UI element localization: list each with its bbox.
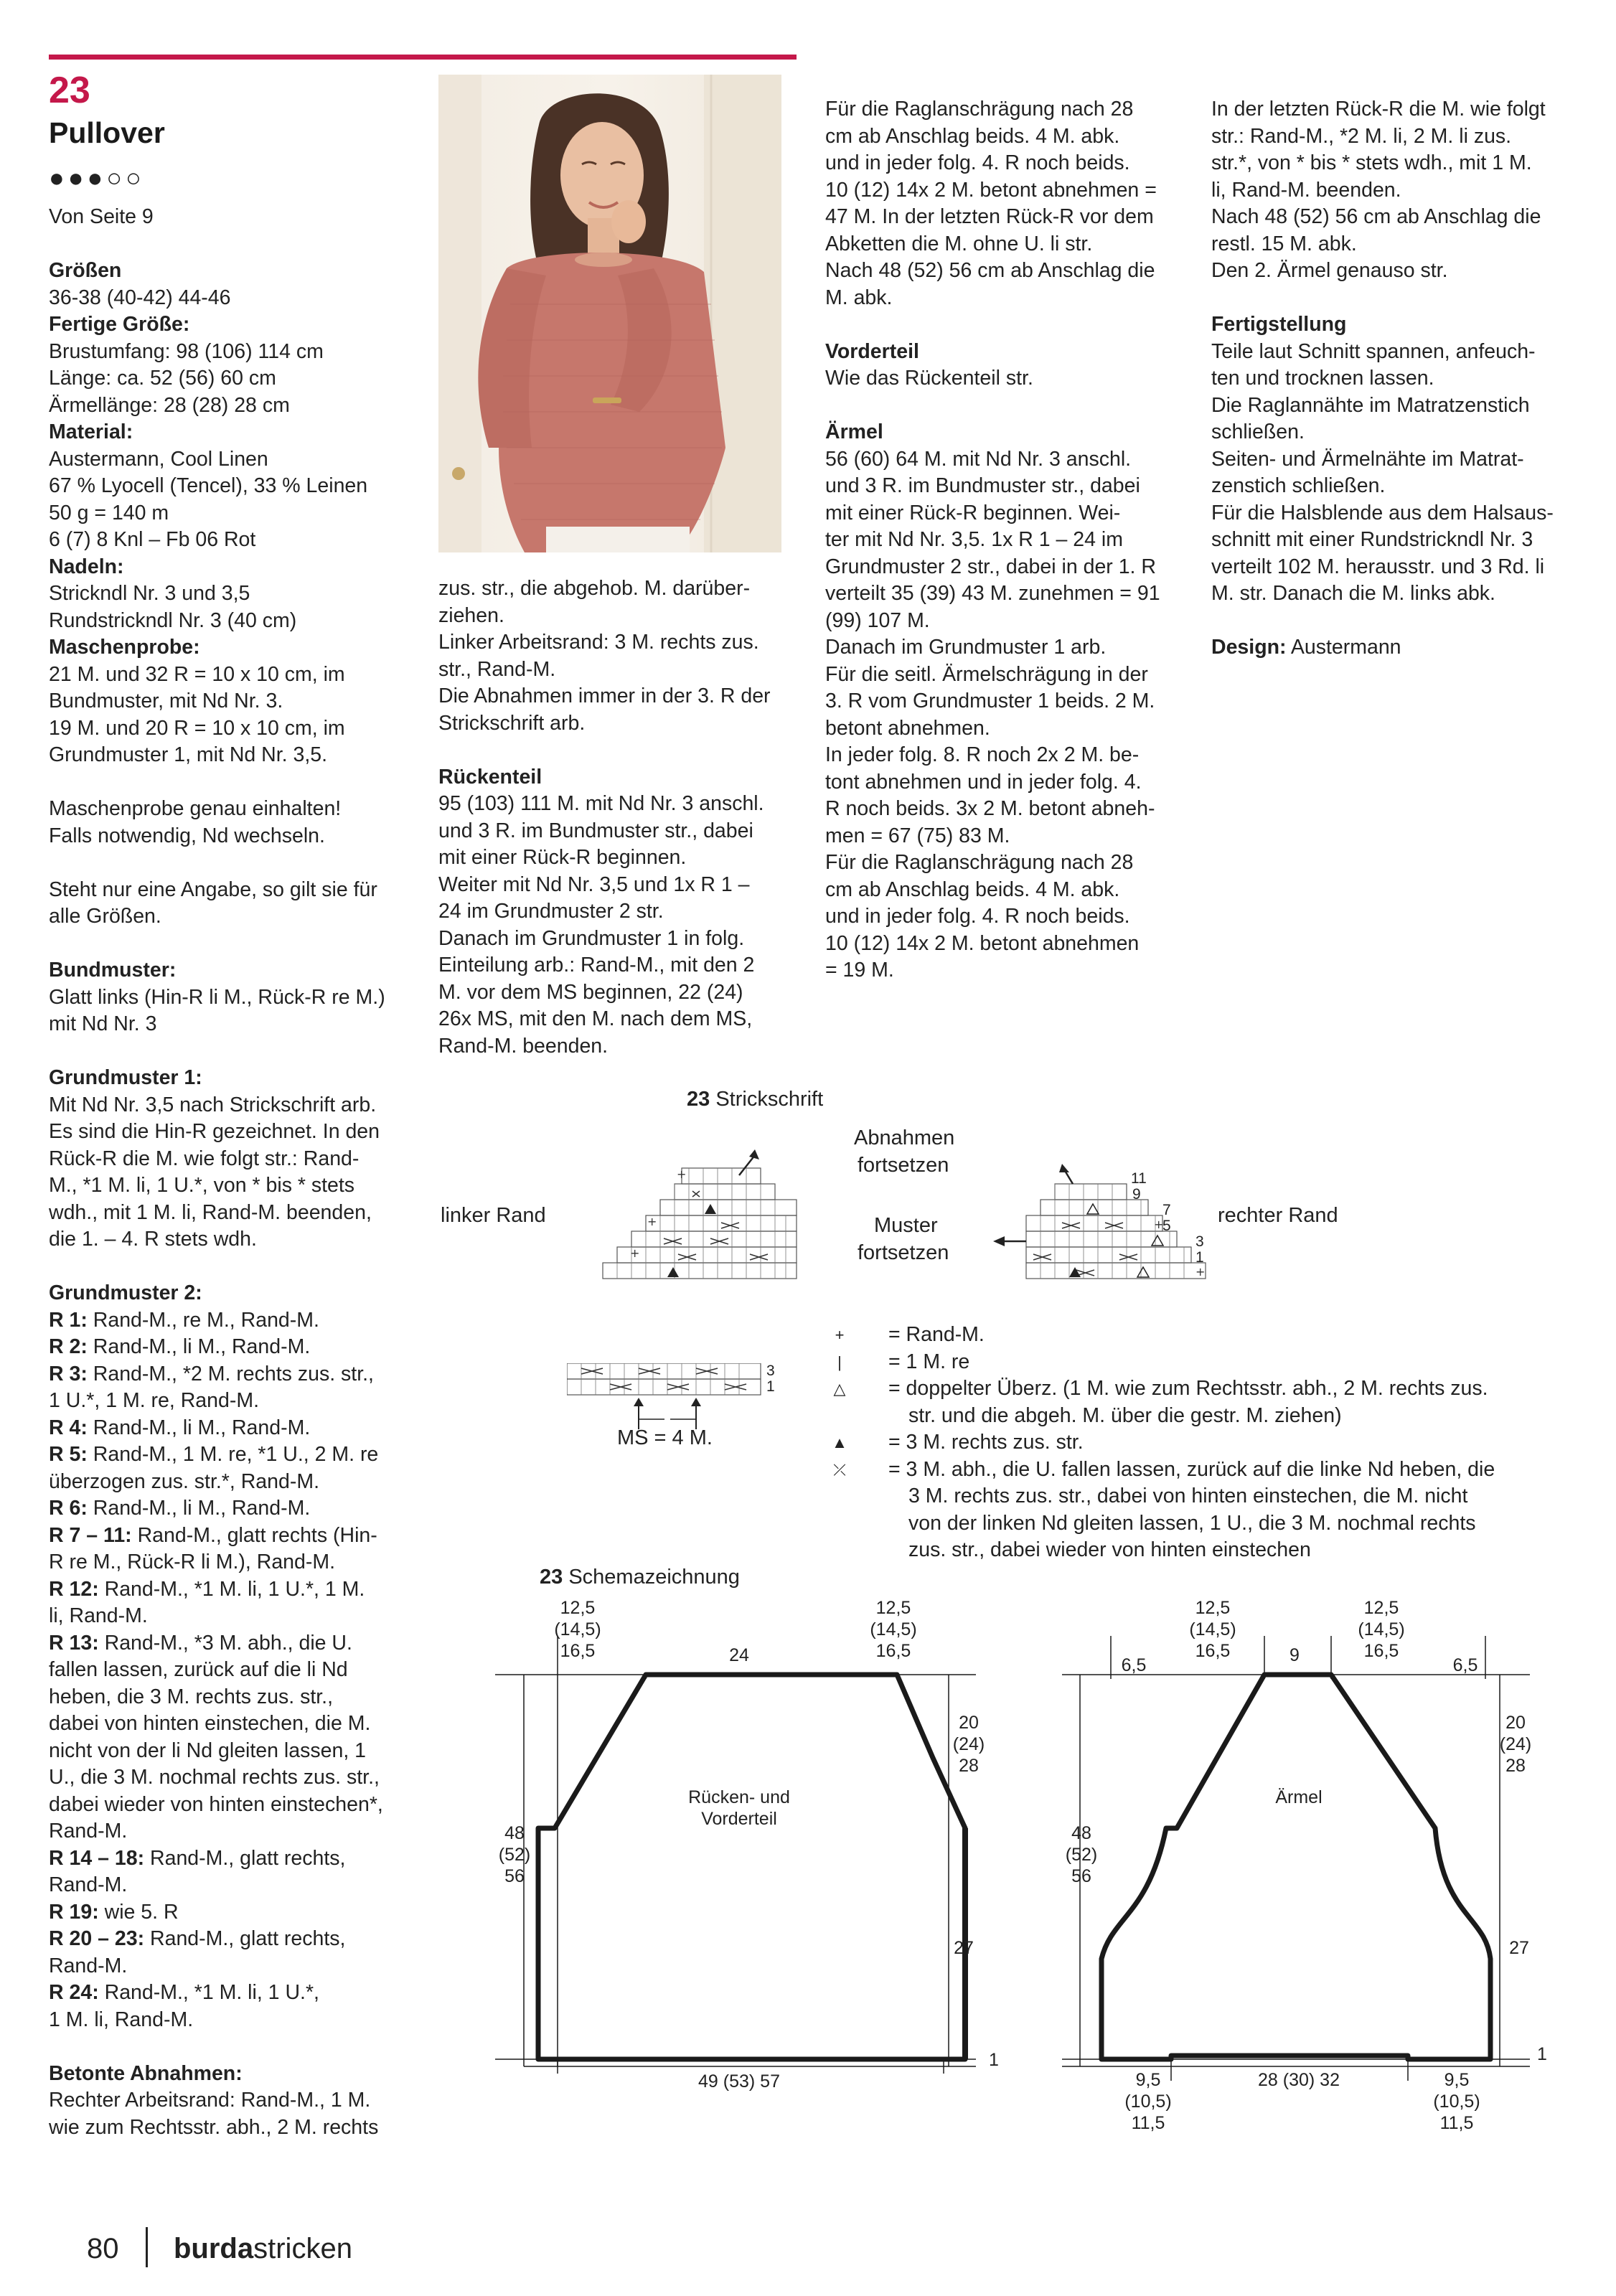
text-line: R 13: Rand-M., *3 M. abh., die U.: [49, 1631, 352, 1655]
legend-row: [825, 1457, 1543, 1484]
text-line: In der letzten Rück-R die M. wie folgt: [1211, 98, 1546, 121]
paragraph-gap: [49, 1038, 408, 1065]
dim-sleeve-bottom-center: 28 (30) 32: [1258, 2070, 1340, 2090]
sleeve-schematic: [1062, 1636, 1530, 2081]
abnahmen-fortsetzen-label: fortsetzen: [858, 1154, 949, 1177]
text-line: 26x MS, mit den M. nach dem MS,: [438, 1007, 753, 1030]
sleeve-piece-label: Ärmel: [1275, 1787, 1323, 1807]
text-line: M. str. Danach die M. links abk.: [1211, 582, 1495, 605]
text-line: Rechter Arbeitsrand: Rand-M., 1 M.: [49, 2089, 371, 2112]
footer-divider: [146, 2227, 148, 2267]
text-line: R 19: wie 5. R: [49, 1900, 179, 1924]
paragraph-gap: [1211, 285, 1584, 312]
text-line: dabei wieder von hinten einstechen*,: [49, 1792, 383, 1816]
text-line: 6 (7) 8 Knl – Fb 06 Rot: [49, 528, 256, 551]
legend-symbol-icon: ⤫: [833, 1460, 846, 1479]
text-line: Für die Raglanschrägung nach 28: [825, 851, 1134, 874]
muster-fortsetzen-label: fortsetzen: [858, 1241, 949, 1264]
dim-sleeve-hem: 1: [1537, 2044, 1547, 2064]
text-line: Rundstrickndl Nr. 3 (40 cm): [49, 608, 297, 632]
text-line: Danach im Grundmuster 1 in folg.: [438, 926, 745, 950]
text-line: Nach 48 (52) 56 cm ab Anschlag die: [825, 259, 1155, 282]
text-line: Weiter mit Nd Nr. 3,5 und 1x R 1 –: [438, 872, 750, 896]
text-line: 47 M. In der letzten Rück-R vor dem: [825, 205, 1154, 228]
row-number: 11: [1131, 1170, 1147, 1187]
text-line: Bundmuster, mit Nd Nr. 3.: [49, 690, 283, 712]
text-line: mit Nd Nr. 3: [49, 1012, 157, 1035]
dim-sleeve-top-right: 12,5 (14,5) 16,5: [1358, 1598, 1405, 1661]
legend-row: [825, 1483, 1543, 1510]
row-number: 3: [1195, 1233, 1204, 1250]
text-line: Grundmuster 2 str., dabei in der 1. R: [825, 555, 1156, 578]
text-line: Steht nur eine Angabe, so gilt sie für: [49, 878, 377, 901]
text-line: R 6: Rand-M., li M., Rand-M.: [49, 1497, 311, 1520]
text-line: Ärmellänge: 28 (28) 28 cm: [49, 393, 290, 417]
ms-row-number: 1: [766, 1378, 775, 1395]
strickschrift-title-text: Strickschrift: [715, 1088, 824, 1111]
text-line: Rand-M.: [49, 1954, 128, 1977]
text-line: cm ab Anschlag beids. 4 M. abk.: [825, 124, 1120, 148]
text-line: Teile laut Schnitt spannen, anfeuch-: [1211, 339, 1536, 363]
text-line: R 12: Rand-M., *1 M. li, 1 U.*, 1 M.: [49, 1577, 365, 1601]
text-line: (99) 107 M.: [825, 608, 930, 632]
legend-row: [825, 1322, 1543, 1349]
text-line: Falls notwendig, Nd wechseln.: [49, 824, 325, 847]
text-line: R noch beids. 3x 2 M. betont abneh-: [825, 797, 1155, 820]
text-line: Den 2. Ärmel genauso str.: [1211, 259, 1448, 282]
text-line: Glatt links (Hin-R li M., Rück-R re M.): [49, 985, 385, 1009]
text-line: 36-38 (40-42) 44-46: [49, 286, 231, 309]
dim-sleeve-top-right-small: 6,5: [1452, 1655, 1478, 1675]
section-heading: Ärmel: [825, 420, 883, 443]
paragraph-gap: [438, 737, 797, 764]
text-line: Strickndl Nr. 3 und 3,5: [49, 582, 250, 605]
dim-body-left: 48 (52) 56: [498, 1823, 531, 1886]
text-line: zenstich schließen.: [1211, 474, 1386, 497]
legend-row: [825, 1510, 1543, 1538]
section-heading: Maschenprobe:: [49, 636, 200, 659]
section-heading: Betonte Abnahmen:: [49, 2061, 243, 2085]
section-heading: Fertigstellung: [1211, 313, 1347, 336]
dim-sleeve-right-lower: 27: [1509, 1938, 1529, 1958]
body-schematic: [495, 1636, 976, 2074]
dim-body-right-lower: 27: [954, 1938, 974, 1958]
row-number: 1: [1195, 1249, 1204, 1266]
text-column-1: [49, 204, 408, 2141]
legend-text: von der linken Nd gleiten lassen, 1 U., die 3 M. nochmal rechts: [908, 1511, 1476, 1535]
text-line: M., *1 M. li, 1 U.*, von * bis * stets: [49, 1174, 355, 1197]
text-line: U., die 3 M. nochmal rechts zus. str.,: [49, 1766, 380, 1789]
text-line: str.*, von * bis * stets wdh., mit 1 M.: [1211, 151, 1532, 174]
dim-body-right-upper: 20 (24) 28: [952, 1713, 985, 1776]
text-line: Maschenprobe genau einhalten!: [49, 797, 342, 820]
section-heading: Rückenteil: [438, 765, 542, 789]
symbol-legend: [825, 1322, 1543, 1564]
legend-text: zus. str., dabei wieder von hinten einstechen: [908, 1538, 1311, 1561]
section-heading: Fertige Größe:: [49, 313, 190, 336]
text-line: Linker Arbeitsrand: 3 M. rechts zus.: [438, 631, 759, 654]
left-knitting-chart: [596, 1148, 811, 1284]
legend-text: = 3 M. abh., die U. fallen lassen, zurück auf die linke Nd heben, die: [888, 1457, 1495, 1481]
text-line: R re M., Rück-R li M.), Rand-M.: [49, 1551, 336, 1573]
svg-text:+: +: [1195, 1265, 1206, 1279]
text-line: die 1. – 4. R stets wdh.: [49, 1228, 257, 1251]
text-line: zus. str., die abgehob. M. darüber-: [438, 577, 751, 600]
text-line: tont abnehmen und in jeder folg. 4.: [825, 770, 1142, 794]
paragraph-gap: [825, 311, 1184, 339]
legend-row: [825, 1537, 1543, 1564]
schema-title: 23 Schemazeichnung: [540, 1566, 740, 1589]
dim-sleeve-right-upper: 20 (24) 28: [1499, 1713, 1532, 1776]
text-line: schnitt mit einer Rundstrickndl Nr. 3: [1211, 528, 1533, 551]
legend-text: = doppelter Überz. (1 M. wie zum Rechtsstr. abh., 2 M. rechts zus.: [888, 1377, 1488, 1400]
text-line: 21 M. und 32 R = 10 x 10 cm, im: [49, 662, 345, 686]
text-line: 24 im Grundmuster 2 str.: [438, 900, 664, 923]
text-line: Nach 48 (52) 56 cm ab Anschlag die: [1211, 205, 1541, 228]
section-heading: Grundmuster 1:: [49, 1066, 202, 1089]
text-line: überzogen zus. str.*, Rand-M.: [49, 1469, 320, 1493]
dim-body-top-center: 24: [729, 1645, 749, 1665]
text-line: R 3: Rand-M., *2 M. rechts zus. str.,: [49, 1362, 374, 1385]
paragraph-gap: [49, 931, 408, 958]
legend-symbol-icon: |: [837, 1352, 842, 1371]
text-line: wdh., mit 1 M. li, Rand-M. beenden,: [49, 1200, 372, 1224]
text-line: und 3 R. im Bundmuster str., dabei: [825, 474, 1140, 497]
paragraph-gap: [49, 769, 408, 796]
page-number: 80: [87, 2233, 119, 2264]
dim-sleeve-bottom-left: 9,5 (10,5) 11,5: [1124, 2070, 1172, 2133]
text-line: M. vor dem MS beginnen, 22 (24): [438, 980, 743, 1004]
text-line: 10 (12) 14x 2 M. betont abnehmen =: [825, 178, 1157, 202]
text-line: Wie das Rückenteil str.: [825, 367, 1033, 390]
legend-text: 3 M. rechts zus. str., dabei von hinten einstechen, die M. nicht: [908, 1485, 1468, 1507]
legend-row: [825, 1429, 1543, 1457]
section-heading: Grundmuster 2:: [49, 1281, 202, 1304]
linker-rand-label: linker Rand: [441, 1204, 546, 1227]
section-heading: Bundmuster:: [49, 959, 177, 982]
text-line: Seiten- und Ärmelnähte im Matrat-: [1211, 447, 1524, 471]
text-line: Design: Austermann: [1211, 636, 1401, 659]
text-line: In jeder folg. 8. R noch 2x 2 M. be-: [825, 743, 1140, 766]
header-accent-bar: [49, 55, 797, 60]
text-line: Danach im Grundmuster 1 arb.: [825, 636, 1107, 659]
text-line: Austermann, Cool Linen: [49, 447, 268, 471]
text-line: dabei von hinten einstechen, die M.: [49, 1712, 371, 1735]
text-line: Rand-M. beenden.: [438, 1034, 609, 1058]
text-line: betont abnehmen.: [825, 716, 990, 740]
text-line: 1 U.*, 1 M. re, Rand-M.: [49, 1389, 260, 1412]
legend-symbol-icon: △: [833, 1380, 846, 1398]
text-column-4: [1211, 96, 1584, 662]
text-line: ziehen.: [438, 603, 504, 627]
text-line: 50 g = 140 m: [49, 501, 169, 524]
text-line: Die Abnahmen immer in der 3. R der: [438, 684, 771, 707]
text-line: alle Größen.: [49, 905, 161, 928]
ms-label: MS = 4 M.: [617, 1426, 713, 1449]
dim-sleeve-left: 48 (52) 56: [1065, 1823, 1098, 1886]
text-line: Rand-M.: [49, 1820, 128, 1843]
paragraph-gap: [1211, 608, 1584, 635]
text-line: Für die Halsblende aus dem Halsaus-: [1211, 501, 1554, 524]
text-line: R 20 – 23: Rand-M., glatt rechts,: [49, 1927, 346, 1950]
text-line: 95 (103) 111 M. mit Nd Nr. 3 anschl.: [438, 792, 764, 815]
section-heading: Vorderteil: [825, 339, 919, 363]
text-line: heben, die 3 M. rechts zus. str.,: [49, 1685, 334, 1708]
legend-row: [825, 1375, 1543, 1403]
text-line: schließen.: [1211, 420, 1305, 443]
pattern-title: Pullover: [49, 116, 165, 149]
text-line: Für die seitl. Ärmelschrägung in der: [825, 662, 1148, 686]
text-line: Mit Nd Nr. 3,5 nach Strickschrift arb.: [49, 1093, 377, 1116]
muster-arrow-icon: [993, 1233, 1000, 1240]
text-line: men = 67 (75) 83 M.: [825, 824, 1010, 847]
paragraph-gap: [49, 1253, 408, 1281]
text-line: Abketten die M. ohne U. li str.: [825, 232, 1093, 255]
legend-symbol-icon: +: [835, 1326, 845, 1344]
dim-body-top-left: 12,5 (14,5) 16,5: [554, 1598, 601, 1661]
row-number: 7: [1162, 1202, 1171, 1218]
text-line: R 7 – 11: Rand-M., glatt rechts (Hin-: [49, 1523, 377, 1547]
text-line: R 14 – 18: Rand-M., glatt rechts,: [49, 1846, 346, 1870]
svg-text:+: +: [630, 1246, 640, 1260]
svg-text:+: +: [1154, 1218, 1164, 1231]
text-line: 19 M. und 20 R = 10 x 10 cm, im: [49, 716, 345, 740]
text-line: fallen lassen, zurück auf die li Nd: [49, 1658, 348, 1681]
rechter-rand-label: rechter Rand: [1218, 1204, 1338, 1227]
text-line: R 4: Rand-M., li M., Rand-M.: [49, 1416, 311, 1439]
pattern-number: 23: [49, 70, 90, 111]
body-piece-label: Rücken- und Vorderteil: [688, 1787, 790, 1829]
section-heading: Material:: [49, 420, 133, 443]
abnahmen-label: Abnahmen: [854, 1126, 955, 1149]
text-line: R 24: Rand-M., *1 M. li, 1 U.*,: [49, 1981, 319, 2004]
brand-logo: burdastricken: [174, 2233, 352, 2264]
section-heading: Nadeln:: [49, 555, 124, 578]
paragraph-gap: [49, 850, 408, 877]
text-line: Grundmuster 1, mit Nd Nr. 3,5.: [49, 743, 328, 766]
text-line: und in jeder folg. 4. R noch beids.: [825, 151, 1130, 174]
text-line: cm ab Anschlag beids. 4 M. abk.: [825, 878, 1120, 901]
text-line: li, Rand-M.: [49, 1604, 148, 1627]
text-line: verteilt 35 (39) 43 M. zunehmen = 91: [825, 582, 1160, 605]
text-line: str., Rand-M.: [438, 657, 556, 681]
legend-row: [825, 1349, 1543, 1376]
text-line: und in jeder folg. 4. R noch beids.: [825, 905, 1130, 928]
row-number: 9: [1132, 1186, 1141, 1203]
dim-sleeve-top-center: 9: [1289, 1645, 1300, 1665]
text-line: ten und trocknen lassen.: [1211, 367, 1434, 390]
text-line: 3. R vom Grundmuster 1 beids. 2 M.: [825, 690, 1155, 712]
right-knitting-chart: [990, 1162, 1227, 1284]
paragraph-gap: [49, 2033, 408, 2061]
text-line: 10 (12) 14x 2 M. betont abnehmen: [825, 931, 1140, 955]
text-line: Strickschrift arb.: [438, 711, 586, 735]
strickschrift-title: 23 Strickschrift: [687, 1088, 824, 1111]
text-line: 67 % Lyocell (Tencel), 33 % Leinen: [49, 474, 368, 497]
text-line: Länge: ca. 52 (56) 60 cm: [49, 367, 276, 390]
legend-symbol-icon: ▲: [832, 1434, 847, 1452]
dim-body-bottom: 49 (53) 57: [698, 2071, 780, 2092]
dim-sleeve-bottom-right: 9,5 (10,5) 11,5: [1433, 2070, 1480, 2133]
text-line: Rück-R die M. wie folgt str.: Rand-: [49, 1147, 360, 1170]
text-line: Rand-M.: [49, 1873, 128, 1896]
text-line: Die Raglannähte im Matratzenstich: [1211, 393, 1530, 417]
difficulty-rating: ●●●○○: [49, 163, 145, 192]
model-photo: [438, 75, 781, 552]
text-line: = 19 M.: [825, 959, 894, 982]
text-line: und 3 R. im Bundmuster str., dabei: [438, 819, 753, 842]
row-number: 5: [1162, 1218, 1171, 1234]
text-line: ter mit Nd Nr. 3,5. 1x R 1 – 24 im: [825, 528, 1123, 551]
text-line: Brustumfang: 98 (106) 114 cm: [49, 339, 324, 363]
dim-sleeve-top-left: 12,5 (14,5) 16,5: [1189, 1598, 1236, 1661]
svg-text:+: +: [647, 1215, 657, 1228]
text-line: R 5: Rand-M., 1 M. re, *1 U., 2 M. re: [49, 1443, 379, 1466]
legend-row: [825, 1403, 1543, 1430]
text-line: verteilt 102 M. herausstr. und 3 Rd. li: [1211, 555, 1545, 578]
muster-label: Muster: [874, 1214, 938, 1237]
legend-text: str. und die abgeh. M. über die gestr. M. ziehen): [908, 1403, 1342, 1427]
text-line: nicht von der li Nd gleiten lassen, 1: [49, 1739, 367, 1762]
dim-body-top-right: 12,5 (14,5) 16,5: [870, 1598, 917, 1661]
text-line: restl. 15 M. abk.: [1211, 232, 1357, 255]
text-column-2: [438, 575, 797, 1060]
text-line: str.: Rand-M., *2 M. li, 2 M. li zus.: [1211, 124, 1512, 148]
legend-text: = 1 M. re: [888, 1350, 970, 1373]
text-line: li, Rand-M. beenden.: [1211, 178, 1401, 202]
from-page-note: Von Seite 9: [49, 205, 154, 228]
schema-title-text: Schemazeichnung: [568, 1566, 740, 1589]
legend-text: = 3 M. rechts zus. str.: [888, 1431, 1084, 1454]
legend-text: = Rand-M.: [888, 1323, 985, 1346]
ms-row-number: 3: [766, 1363, 775, 1379]
text-line: 56 (60) 64 M. mit Nd Nr. 3 anschl.: [825, 447, 1132, 471]
text-line: Es sind die Hin-R gezeichnet. In den: [49, 1120, 380, 1143]
text-line: 1 M. li, Rand-M.: [49, 2008, 194, 2031]
text-line: R 2: Rand-M., li M., Rand-M.: [49, 1335, 311, 1358]
text-line: Einteilung arb.: Rand-M., mit den 2: [438, 954, 755, 977]
dim-body-hem: 1: [989, 2050, 999, 2070]
text-line: Für die Raglanschrägung nach 28: [825, 98, 1134, 121]
dim-sleeve-top-left-small: 6,5: [1121, 1655, 1147, 1675]
text-line: mit einer Rück-R beginnen.: [438, 846, 687, 869]
schema-drawing: [488, 1578, 1579, 2095]
text-column-3: [825, 96, 1184, 984]
text-line: R 1: Rand-M., re M., Rand-M.: [49, 1308, 319, 1332]
text-line: wie zum Rechtsstr. abh., 2 M. rechts: [49, 2115, 379, 2139]
text-line: M. abk.: [825, 286, 893, 309]
text-line: mit einer Rück-R beginnen. Wei-: [825, 501, 1121, 524]
svg-text:+: +: [677, 1167, 687, 1181]
paragraph-gap: [825, 392, 1184, 420]
section-heading: Größen: [49, 259, 122, 282]
